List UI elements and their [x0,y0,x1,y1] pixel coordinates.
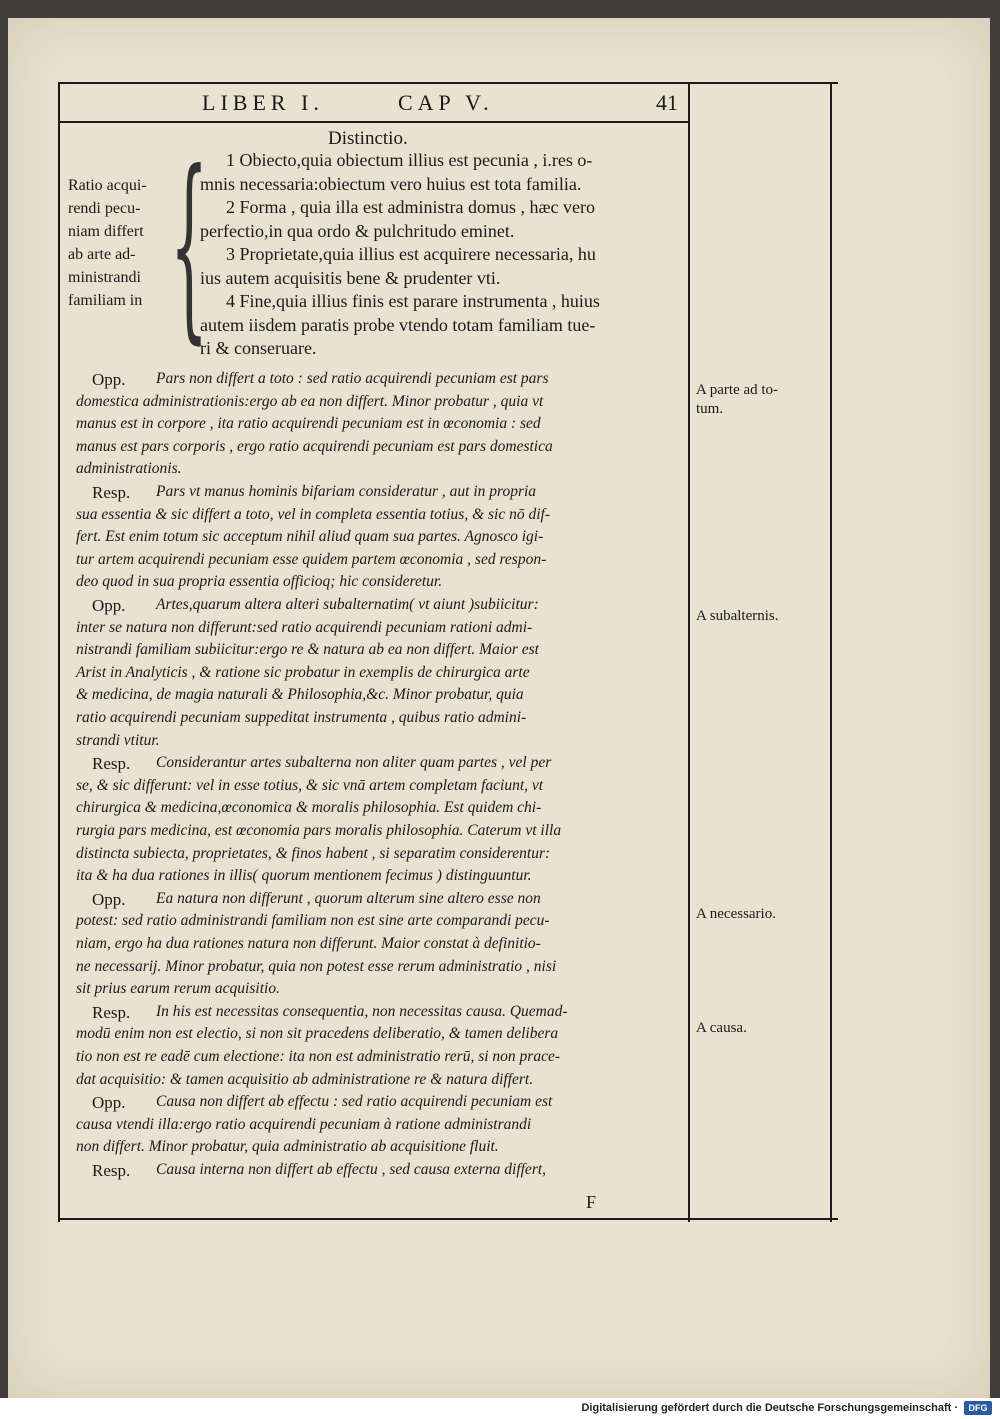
book-page [8,18,990,1398]
distinctio-line: ri & conseruare. [200,338,317,358]
body-line-text: Considerantur artes subalterna non aliter quam partes , vel per [156,754,552,772]
margin-note-line: A causa. [696,1020,747,1036]
body-line-text: modū enim non est electio, si non sit pracedens deliberatio, & tamen delibera [76,1025,559,1043]
body-line-text: chirurgica & medicina,œconomica & moralis philosophia. Est quidem chi- [76,799,542,817]
body-line-text: sit prius earum rerum acquisitio. [76,980,280,998]
body-line-text: Artes,quarum altera alteri subalternatim( vt aiunt )subiicitur: [156,596,539,613]
body-line [76,664,682,686]
distinctio-line: ius autem acquisitis bene & prudenter vti. [200,267,501,288]
body-line [76,1161,682,1183]
inner-right-rule [688,82,690,1222]
body-line-text: Pars non differt a toto : sed ratio acquirendi pecuniam est pars [156,370,549,387]
distinctio-line: 1 Obiecto,quia obiectum illius est pecunia , i.res o- [226,150,593,170]
body-line-text: rurgia pars medicina, est œconomia pars moralis philosophia. Caterum vt illa [76,822,562,839]
argument-label: Resp. [92,1161,131,1180]
signature-mark: F [586,1192,597,1212]
margin-note-line: A subalternis. [696,608,779,624]
body-line [76,822,682,844]
body-line [76,619,682,641]
body-line [76,393,682,415]
distinctio-line: perfectio,in qua ordo & pulchritudo eminet. [200,220,515,241]
body-line-text: In his est necessitas consequentia, non necessitas causa. Quemad- [156,1002,568,1020]
body-line [76,596,682,618]
body-line-text: Arist in Analyticis , & ratione sic probatur in exemplis de chirurgica arte [76,663,530,681]
footer-bar [0,1398,1000,1419]
body-line [76,483,682,505]
side-note-line: ab arte ad- [68,246,136,263]
body-line-text: manus est pars corporis , ergo ratio acquirendi pecuniam est pars domestica [76,437,553,455]
body-line-text: tio non est re eadē cum electione: ita non est administratio rerū, si non prace- [76,1048,561,1065]
body-line-text: dat acquisitio: & tamen acquisitio ab administratione re & natura differt. [76,1070,534,1088]
body-line [76,709,682,731]
body-line-text: sua essentia & sic differt a toto, vel in completa essentia totius, & sic nō dif- [76,505,550,523]
body-line-text: se, & sic differunt: vel in esse totius, & sic vnā artem completam faciunt, vt [76,776,544,794]
side-note-line: niam differt [68,223,144,240]
body-line [76,867,682,889]
body-line [76,912,682,934]
body-line [76,438,682,460]
body-line-text: inter se natura non differunt:sed ratio acquirendi pecuniam rationi admi- [76,618,533,636]
distinctio-title: Distinctio. [328,128,408,149]
body-line [76,1071,682,1093]
body-line [76,551,682,573]
distinctio-line: 3 Proprietate,quia illius est acquirere necessaria, hu [226,244,596,264]
body-line [76,415,682,437]
body-line [76,1093,682,1115]
body-line-text: Causa non differt ab effectu : sed ratio acquirendi pecuniam est [156,1093,553,1111]
body-line-text: manus est in corpore , ita ratio acquirendi pecuniam est in œconomia : sed [76,415,541,433]
distinctio-line: 2 Forma , quia illa est administra domus , hæc vero [226,197,595,217]
body-line-text: & medicina, de magia naturali & Philosophia,&c. Minor probatur, quia [76,686,524,704]
left-rule [58,82,60,1222]
body-line [76,460,682,482]
body-line-text: administrationis. [76,460,182,478]
body-line-text: niam, ergo ha dua rationes natura non differunt. Maior constat à definitio- [76,935,541,952]
distinctio-line: 4 Fine,quia illius finis est parare instrumenta , huius [226,291,600,311]
body-line-text: ratio acquirendi pecuniam suppeditat instrumenta , quibus ratio admini- [76,709,527,726]
body-line-text: distincta subiecta, proprietates, & finos habent , si separatim considerentur: [76,844,551,862]
body-line [76,1003,682,1025]
body-line [76,1138,682,1160]
outer-right-rule [830,82,832,1222]
body-line [76,1116,682,1138]
body-line-text: causa vtendi illa:ergo ratio acquirendi pecuniam à ratione administrandi [76,1115,532,1133]
body-line [76,1048,682,1070]
argument-label: Resp. [92,483,131,502]
running-head-book: LIBER I. [202,90,324,115]
footer-text: Digitalisierung gefördert durch die Deutsche Forschungsgemeinschaft · [581,1402,958,1414]
running-head-chapter: CAP V. [398,90,494,115]
body-line [76,845,682,867]
margin-note-line: A parte ad to- [696,382,779,398]
distinctio-line: mnis necessaria:obiectum vero huius est tota familia. [200,173,582,194]
body-line-text: potest: sed ratio administrandi familiam non est sine arte comparandi pecu- [76,912,550,930]
body-line [76,980,682,1002]
brace: { [170,129,209,362]
page-number: 41 [656,90,678,115]
margin-note-line: A necessario. [696,906,776,922]
bottom-rule [58,1218,838,1220]
body-line [76,641,682,663]
body-line [76,573,682,595]
side-note-line: rendi pecu- [68,200,141,217]
argument-label: Resp. [92,1002,131,1022]
argument-label: Opp. [92,1093,126,1113]
side-note-line: Ratio acqui- [68,177,147,194]
margin-note-line: tum. [696,401,724,417]
body-line-text: strandi vtitur. [76,731,160,749]
body-line [76,777,682,799]
side-note-line: ministrandi [68,269,141,286]
body-line-text: non differt. Minor probatur, quia administratio ab acquisitione fluit. [76,1138,499,1156]
body-line [76,958,682,980]
body-line [76,799,682,821]
dfg-logo: DFG [964,1401,992,1415]
body-line-text: nistrandi familiam subiicitur:ergo re & natura ab ea non differt. Maior est [76,641,539,659]
side-note-line: familiam in [68,292,143,309]
argument-label: Opp. [92,370,126,389]
body-line [76,506,682,528]
body-line [76,732,682,754]
argument-label: Opp. [92,596,126,615]
argument-label: Opp. [92,889,126,909]
body-line [76,890,682,912]
body-line [76,370,682,392]
body-line-text: Causa interna non differt ab effectu , sed causa externa differt, [156,1161,547,1178]
margin-notes [696,18,826,1218]
body-line-text: ne necessarij. Minor probatur, quia non potest esse rerum administratio , nisi [76,957,557,975]
body-line [76,935,682,957]
body-line-text: Ea natura non differunt , quorum alterum sine altero esse non [156,889,541,907]
body-line [76,754,682,776]
body-line [76,686,682,708]
distinctio-line: autem iisdem paratis probe vtendo totam familiam tue- [200,314,596,335]
body-line-text: fert. Est enim totum sic acceptum nihil aliud quam sua partes. Agnosco igi- [76,528,544,546]
body-line-text: ita & ha dua rationes in illis( quorum mentionem fecimus ) distinguuntur. [76,867,532,885]
header-rule [58,121,688,123]
body-line-text: tur artem acquirendi pecuniam esse quidem partem œconomia , sed respon- [76,550,547,568]
body-line [76,1025,682,1047]
body-line-text: domestica administrationis:ergo ab ea non differt. Minor probatur , quia vt [76,392,544,410]
body-line [76,528,682,550]
body-line-text: Pars vt manus hominis bifariam consideratur , aut in propria [156,483,537,500]
body-line-text: deo quod in sua propria essentia officioq; hic consideretur. [76,573,443,591]
argument-label: Resp. [92,754,131,774]
